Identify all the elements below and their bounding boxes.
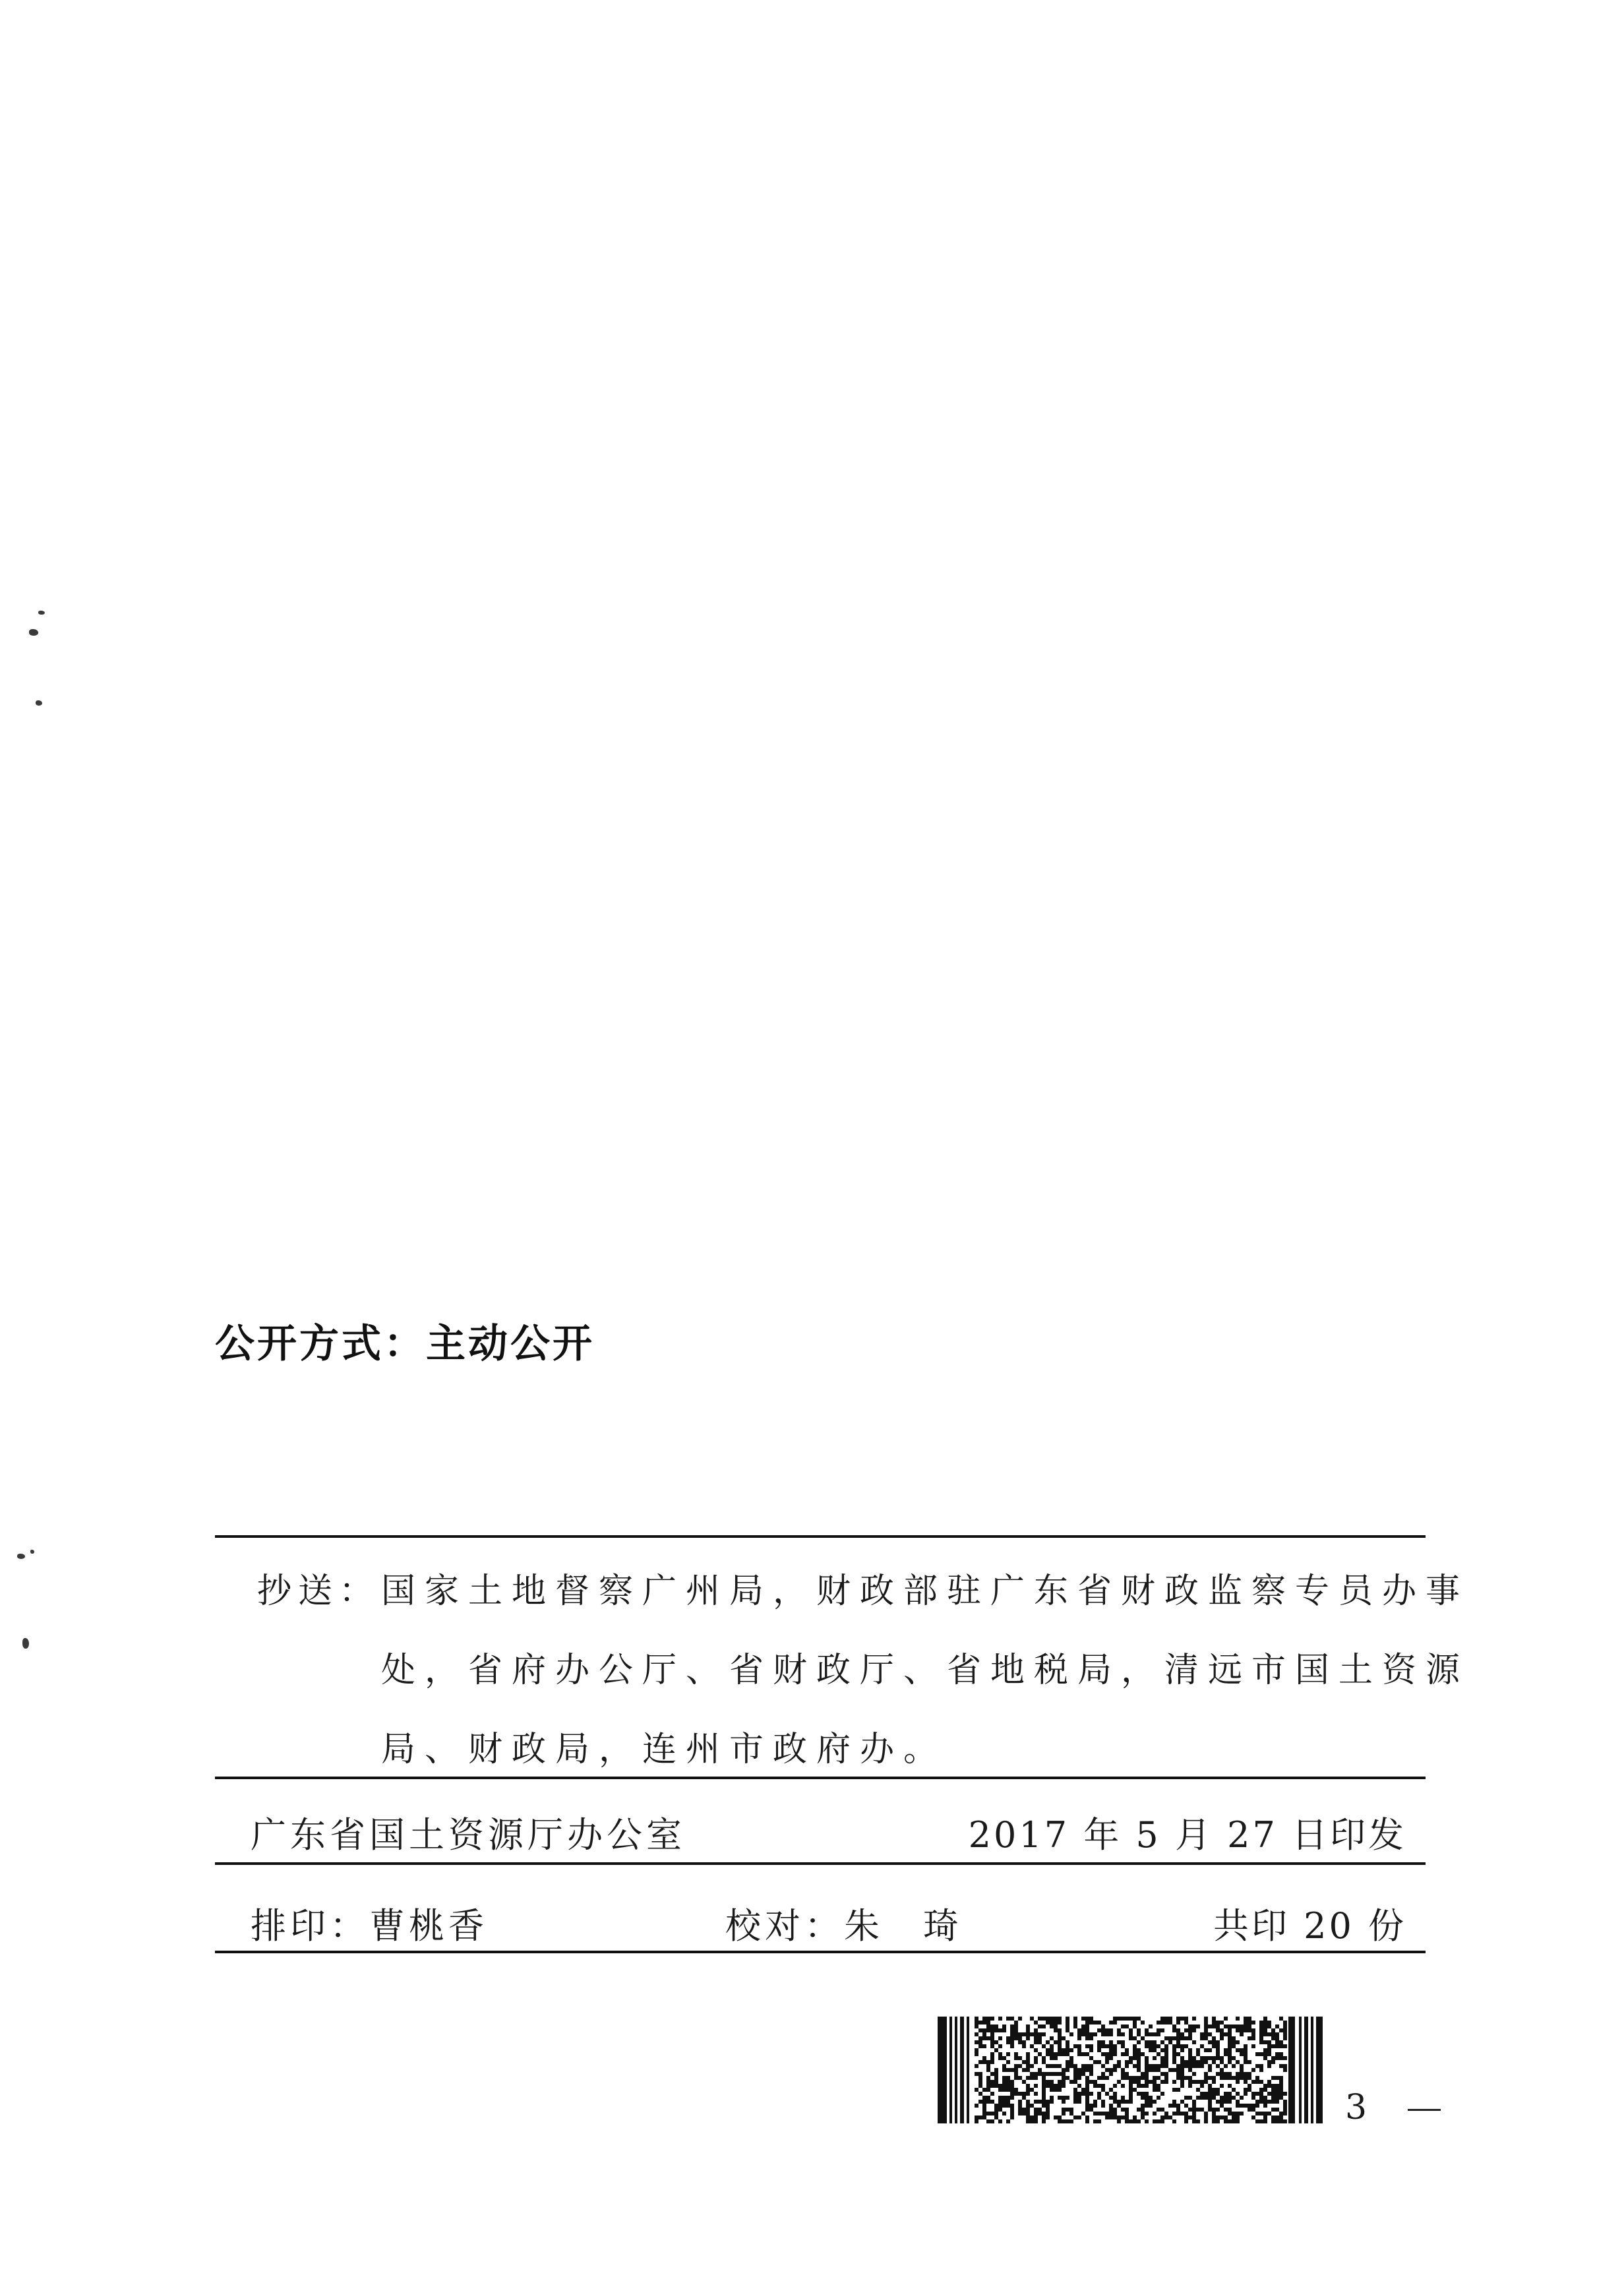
divider-bottom — [215, 1951, 1426, 1953]
copy-to-line: 处，省府办公厅、省财政厅、省地税局，清远市国土资源 — [381, 1651, 1470, 1690]
copy-to-line: 国家土地督察广州局，财政部驻广东省财政监察专员办事 — [381, 1571, 1470, 1611]
issue-date: 2017 年 5 月 27 日印发 — [968, 1814, 1406, 1856]
divider-copy-to — [215, 1777, 1426, 1779]
scan-speck — [29, 629, 38, 636]
proofread-by: 校对：朱 琦 — [725, 1905, 963, 1947]
divider-issuer — [215, 1862, 1426, 1865]
copies-printed: 共印 20 份 — [1213, 1905, 1406, 1947]
disclosure-method: 公开方式：主动公开 — [215, 1321, 595, 1367]
scan-speck — [17, 1554, 25, 1559]
scan-speck — [22, 1638, 29, 1649]
scan-speck — [38, 611, 45, 615]
issuing-office: 广东省国土资源厅办公室 — [251, 1814, 686, 1856]
scan-speck — [36, 700, 42, 706]
divider-top — [215, 1535, 1426, 1538]
copy-to-label: 抄送： — [257, 1571, 380, 1611]
page-number: 3 — [1345, 2088, 1368, 2127]
page-number-dash — [1408, 2109, 1441, 2111]
scan-speck — [30, 1550, 34, 1554]
typeset-by: 排印：曹桃香 — [251, 1905, 488, 1947]
copy-to-line: 局、财政局，连州市政府办。 — [381, 1730, 947, 1769]
pdf417-barcode — [938, 2017, 1324, 2123]
